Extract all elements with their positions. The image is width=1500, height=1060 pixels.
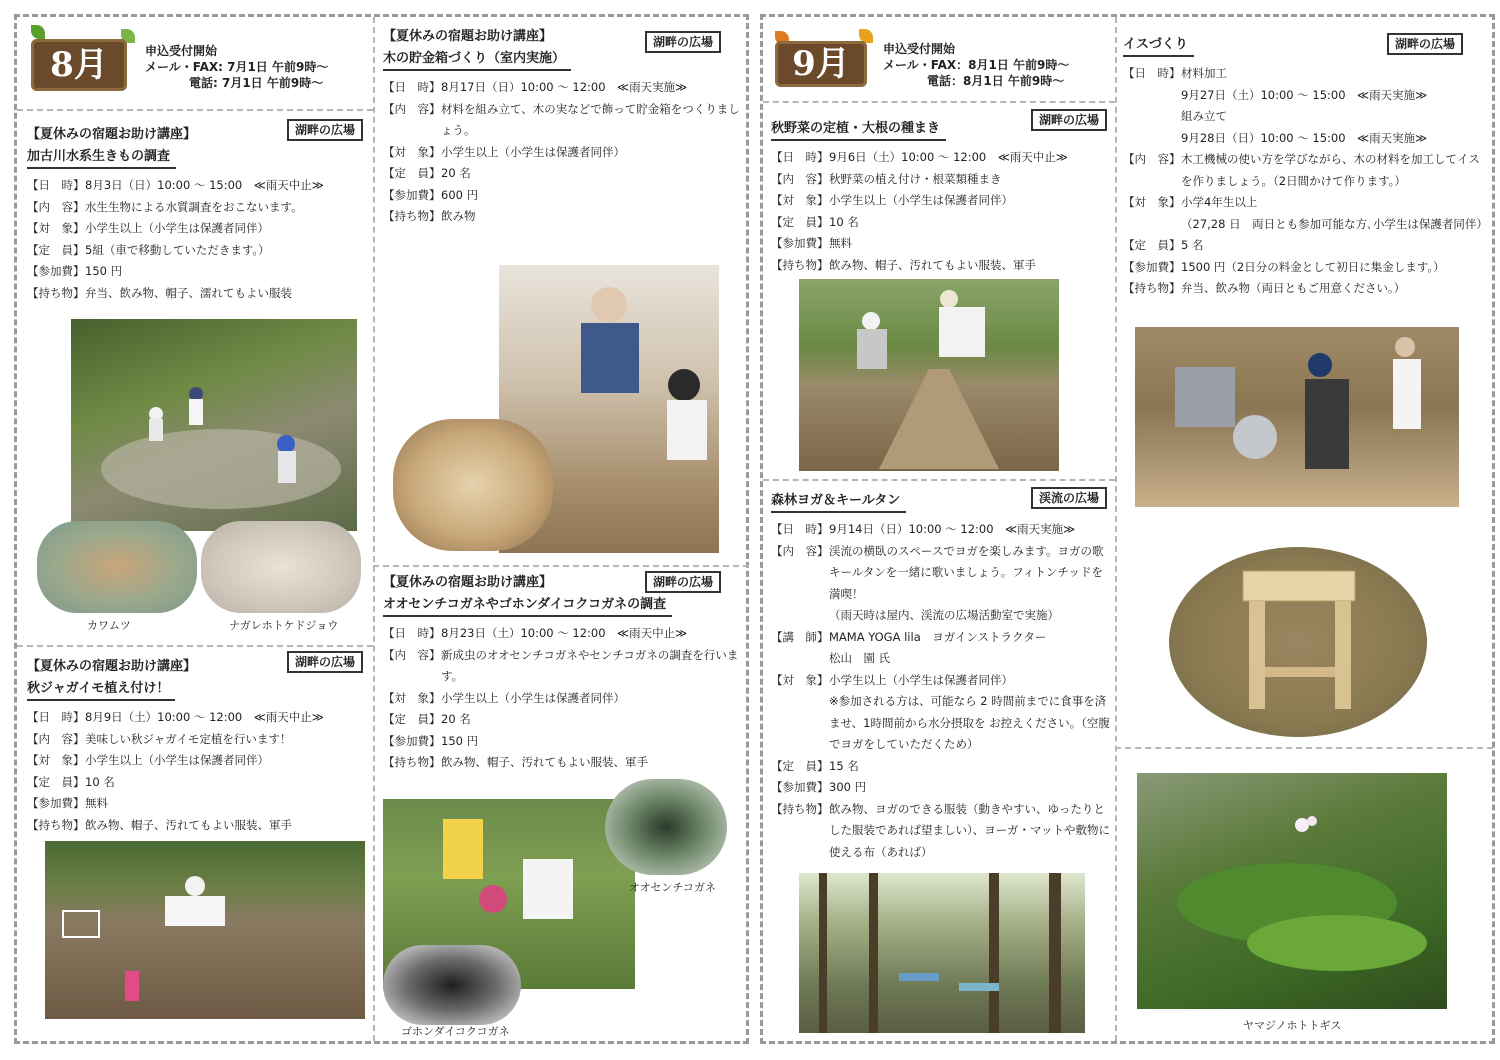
detail-label: 【対 象】 [27,753,85,767]
event-beetle-survey [383,573,743,774]
detail-row [383,142,743,164]
detail-value: 松山 園 氏 [829,651,891,665]
detail-value: 10 名 [85,774,115,789]
venue-tag: 湖畔の広場 [287,651,363,673]
detail-label: 【参加費】 [27,264,85,278]
month-badge-september [775,41,867,87]
venue-tag: 湖畔の広場 [1387,33,1463,55]
detail-value: （27,28 日 両日とも参加可能な方､小学生は保護者同伴） [1181,216,1488,231]
detail-label: 【日 時】 [27,178,85,192]
event-creature-survey [27,125,367,304]
detail-row [1123,149,1485,192]
event-potato-planting [27,657,367,836]
application-tel: 電話: 7月1日 午前9時～ [189,76,324,90]
detail-label: 【内 容】 [383,647,441,662]
detail-value: 5組（車で移動していただきます。） [85,242,270,257]
section-divider [763,479,1115,481]
detail-row [27,772,367,794]
detail-value: 9月6日（土）10:00 ～ 12:00 ≪雨天中止≫ [829,150,1068,164]
detail-label: 【持ち物】 [27,285,85,300]
detail-row [771,212,1111,234]
detail-row [771,691,1111,756]
detail-value: 渓流の横臥のスペースでヨガを楽しみます。ヨガの歌キールタンを一緒に歌いましょう。フィトンチッドを満喫！ [829,543,1104,601]
detail-value: 新成虫のオオセンチコガネやセンチコガネの調査を行います。 [441,647,739,683]
detail-label: 【日 時】 [27,710,85,724]
detail-row [383,77,743,99]
detail-value: 9月14日（日）10:00 ～ 12:00 ≪雨天実施≫ [829,522,1076,536]
detail-value: 小学生以上（小学生は保護者同伴） [829,193,1013,207]
detail-row [771,233,1111,255]
photo-caption: ナガレホトケドジョウ [229,619,339,632]
detail-value: 150 円 [441,733,479,748]
detail-label: 【定 員】 [771,214,829,229]
detail-label: 【定 員】 [771,758,829,773]
detail-row [1123,235,1485,257]
event-details [27,175,367,304]
detail-row [771,648,1111,670]
application-tel: 電話：8月1日 午前9時～ [927,74,1065,88]
detail-label: 【日 時】 [771,150,829,164]
section-divider [373,565,749,567]
venue-tag: 湖畔の広場 [645,571,721,593]
detail-row [383,623,743,645]
event-title: 秋ジャガイモ植え付け！ [27,679,175,701]
detail-value: 弁当、飲み物、帽子、濡れてもよい服装 [85,285,292,300]
section-divider [17,109,373,111]
detail-row [27,283,367,305]
potato-field-photo [45,841,365,1019]
woodworking-illustration [1135,327,1459,507]
application-title: 申込受付開始 [883,42,956,56]
detail-label: 【日 時】 [1123,66,1181,80]
leaf-icon [31,25,45,39]
venue-tag: 湖畔の広場 [1031,109,1107,131]
venue-tag: 湖畔の広場 [287,119,363,141]
detail-row [771,777,1111,799]
detail-row [771,670,1111,692]
detail-row [1123,278,1485,300]
detail-label: 【持ち物】 [27,817,85,832]
detail-row [27,707,367,729]
kawamutsu-photo [37,521,197,613]
detail-label: 【持ち物】 [383,209,441,223]
detail-row [27,261,367,283]
event-series-title: 【夏休みの宿題お助け講座】 [27,659,197,674]
detail-label: 【参加費】 [1123,259,1181,274]
detail-label: 【持ち物】 [383,755,441,769]
detail-row [383,688,743,710]
detail-value: 20 名 [441,712,471,726]
detail-label: 【定 員】 [1123,238,1181,252]
flower-illustration [1137,773,1447,1009]
detail-label: 【対 象】 [27,221,85,235]
savings-box-photo [393,419,553,551]
detail-row [771,605,1111,627]
detail-value: 飲み物、帽子、汚れてもよい服装、軍手 [829,257,1036,272]
detail-value: 秋野菜の植え付け・根菜類種まき [829,171,1002,186]
september-page [760,14,1495,1044]
detail-row [383,99,743,142]
detail-row [383,731,743,753]
detail-row [771,169,1111,191]
application-info [883,41,1069,89]
detail-label: 【参加費】 [771,780,829,794]
detail-label: 【持ち物】 [771,257,829,272]
vegetable-planting-photo [799,279,1059,471]
detail-row [27,175,367,197]
nagare-hotokedojo-photo [201,521,361,613]
month-number: 8 [50,45,74,85]
detail-row [1123,106,1485,128]
detail-value: 8月23日（土）10:00 ～ 12:00 ≪雨天中止≫ [441,626,688,640]
photo-caption: ヤマジノホトトギス [1243,1019,1342,1032]
venue-tag: 渓流の広場 [1031,487,1107,509]
section-divider [1115,747,1493,749]
detail-value: 10 名 [829,214,859,229]
detail-label: 【持ち物】 [1123,281,1181,295]
section-divider [17,645,373,647]
detail-label [1123,214,1181,236]
detail-row [1123,192,1485,214]
detail-label: 【内 容】 [383,101,441,116]
detail-row [383,185,743,207]
event-autumn-vegetables [771,117,1111,276]
month-unit: 月 [815,44,850,84]
detail-value: 弁当、飲み物（両日ともご用意ください。） [1181,281,1406,295]
field-illustration [45,841,365,1019]
detail-label: 【対 象】 [771,193,829,207]
event-details [383,623,743,774]
detail-label [771,648,829,670]
event-details [771,519,1111,863]
detail-label: 【日 時】 [383,80,441,94]
forest-yoga-photo [799,873,1085,1033]
event-details [383,77,743,228]
event-title: 森林ヨガ＆キールタン [771,491,906,513]
detail-label [1123,85,1181,107]
yoga-illustration [799,873,1085,1033]
detail-value: 材料加工 [1181,66,1227,80]
gohondaikokukogane-photo [383,945,521,1025]
photo-caption: オオセンチコガネ [629,881,716,894]
month-badge-august [31,39,127,91]
detail-row [383,645,743,688]
stream-survey-photo [71,319,357,531]
detail-value: 組み立て [1181,109,1227,123]
event-title: 木の貯金箱づくり（室内実施） [383,49,571,71]
application-mail: メール・FAX: 7月1日 午前9時～ [145,60,329,74]
finished-chair-photo [1169,547,1427,737]
detail-label [771,605,829,627]
detail-row [771,541,1111,606]
detail-label: 【持ち物】 [771,801,829,816]
detail-value: 木工機械の使い方を学びながら、木の材料を加工してイスを作りましょう。（2日間かけて作ります。） [1181,152,1480,188]
venue-tag: 湖畔の広場 [645,31,721,53]
event-details [1123,63,1488,300]
detail-label: 【定 員】 [27,774,85,789]
detail-value: 9月27日（土）10:00 ～ 15:00 ≪雨天実施≫ [1181,87,1428,102]
detail-label: 【定 員】 [383,712,441,726]
detail-label: 【定 員】 [27,242,85,257]
detail-row [27,750,367,772]
detail-value: 小学生以上（小学生は保護者同伴） [829,672,1013,687]
detail-label: 【講 師】 [771,629,829,644]
detail-row [383,709,743,731]
detail-label: 【対 象】 [1123,195,1181,209]
application-info [145,43,328,91]
photo-caption: ゴホンダイコクコガネ [401,1025,510,1038]
detail-value: 飲み物、帽子、汚れてもよい服装、軍手 [85,817,292,832]
detail-row [1123,63,1485,85]
detail-label: 【日 時】 [383,626,441,640]
detail-value: 9月28日（日）10:00 ～ 15:00 ≪雨天実施≫ [1181,130,1428,145]
detail-value: 水生生物による水質調査をおこないます。 [85,199,303,214]
detail-row [1123,214,1488,236]
detail-value: 5 名 [1181,238,1204,252]
detail-value: 8月17日（日）10:00 ～ 12:00 ≪雨天実施≫ [441,80,688,94]
detail-label: 【参加費】 [383,187,441,202]
detail-label: 【参加費】 [27,796,85,810]
event-series-title: 【夏休みの宿題お助け講座】 [383,29,553,44]
event-series-title: 【夏休みの宿題お助け講座】 [27,127,197,142]
detail-row [771,190,1111,212]
detail-row [383,163,743,185]
detail-label: 【対 象】 [771,672,829,687]
section-divider [763,101,1115,103]
event-details [27,707,367,836]
event-series-title: 【夏休みの宿題お助け講座】 [383,575,553,590]
detail-value: 8月9日（土）10:00 ～ 12:00 ≪雨天中止≫ [85,710,324,724]
detail-value: 1500 円（2日分の料金として初日に集金します。） [1181,259,1445,274]
detail-value: ※参加される方は、可能なら 2 時間前までに食事を済ませ、1時間前から水分摂取を お控えください。（空腹でヨガをしていただくため） [829,694,1110,751]
detail-row [771,147,1111,169]
month-number: 9 [792,44,816,84]
detail-label: 【内 容】 [27,731,85,746]
detail-label: 【対 象】 [383,144,441,159]
detail-value: 300 円 [829,780,867,794]
detail-value: 無料 [829,236,852,250]
detail-label [1123,106,1181,128]
chair-illustration [1169,547,1427,737]
detail-value: 美味しい秋ジャガイモ定植を行います！ [85,731,292,746]
detail-value: 小学4年生以上 [1181,195,1258,209]
detail-value: 無料 [85,796,108,810]
event-chair-making [1123,33,1488,300]
detail-label: 【参加費】 [383,733,441,748]
detail-value: 飲み物 [441,209,476,223]
detail-label: 【対 象】 [383,690,441,705]
detail-label: 【内 容】 [771,171,829,186]
detail-row [27,729,367,751]
month-unit: 月 [73,45,108,85]
planting-illustration [799,279,1059,471]
detail-label: 【定 員】 [383,166,441,180]
detail-row [771,255,1111,277]
event-title: 加古川水系生きもの調査 [27,147,176,169]
detail-row [27,218,367,240]
yamajinohototogisu-photo [1137,773,1447,1009]
detail-row [1123,128,1485,150]
photo-caption: カワムツ [87,619,131,632]
detail-value: 小学生以上（小学生は保護者同伴） [441,690,625,705]
detail-row [27,815,367,837]
detail-value: 飲み物、ヨガのできる服装（動きやすい、ゆったりとした服装であれば望ましい）、ヨーガ・マットや敷物に使える布（あれば） [829,801,1111,859]
detail-value: 小学生以上（小学生は保護者同伴） [441,144,625,159]
detail-label: 【内 容】 [27,199,85,214]
detail-label [771,691,829,756]
detail-row [771,519,1111,541]
column-divider [373,17,375,1041]
stream-illustration [71,319,357,531]
detail-value: 20 名 [441,166,471,180]
event-title: 秋野菜の定植・大根の種まき [771,119,946,141]
detail-label: 【内 容】 [1123,152,1181,166]
detail-row [771,756,1111,778]
detail-row [1123,257,1485,279]
detail-row [27,793,367,815]
column-divider [1115,17,1117,1041]
detail-value: 飲み物、帽子、汚れてもよい服装、軍手 [441,755,648,769]
detail-row [1123,85,1485,107]
event-forest-yoga [771,489,1111,863]
detail-value: （雨天時は屋内、渓流の広場活動室で実施） [829,608,1059,622]
detail-value: 15 名 [829,758,859,773]
detail-row [383,206,743,228]
detail-label [1123,128,1181,150]
detail-value: 小学生以上（小学生は保護者同伴） [85,221,269,235]
detail-row [27,197,367,219]
oosenchikogane-photo [605,779,727,875]
detail-row [383,752,743,774]
detail-value: 小学生以上（小学生は保護者同伴） [85,753,269,767]
event-title: イスづくり [1123,35,1194,57]
detail-label: 【日 時】 [771,522,829,536]
event-title: オオセンチコガネやゴホンダイコクコガネの調査 [383,595,672,617]
application-title: 申込受付開始 [145,44,218,58]
august-page [14,14,749,1044]
detail-value: 8月3日（日）10:00 ～ 15:00 ≪雨天中止≫ [85,178,324,192]
detail-value: 材料を組み立て、木の実などで飾って貯金箱をつくりましょう。 [441,101,740,137]
application-mail: メール・FAX：8月1日 午前9時～ [883,58,1070,72]
detail-value: MAMA YOGA lila ヨガインストラクター [829,629,1047,644]
detail-label: 【内 容】 [771,543,829,558]
detail-value: 600 円 [441,187,479,202]
detail-row [771,799,1111,864]
detail-label: 【参加費】 [771,236,829,250]
detail-row [771,627,1111,649]
detail-value: 150 円 [85,264,123,278]
event-details [771,147,1111,276]
event-savings-box [383,27,743,228]
detail-row [27,240,367,262]
woodworking-photo [1135,327,1459,507]
